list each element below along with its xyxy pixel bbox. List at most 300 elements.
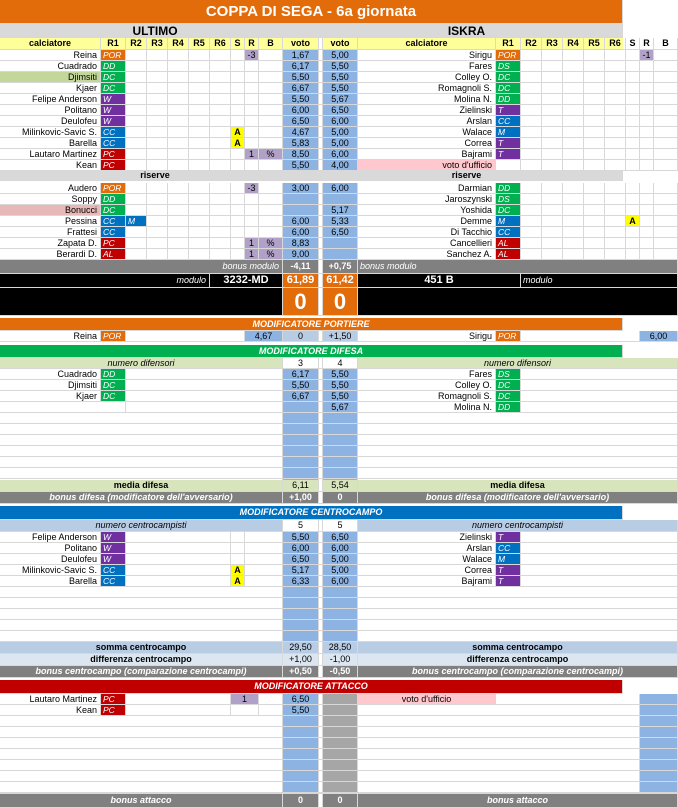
media-label-text: media difesa bbox=[113, 480, 169, 490]
player-name-text: Arslan bbox=[466, 115, 492, 126]
vote-text: 5,17 bbox=[331, 204, 349, 215]
player-name-text: Correa bbox=[464, 564, 492, 575]
col-r3-text: R3 bbox=[546, 38, 558, 48]
player-name-text: Sirigu bbox=[468, 330, 492, 341]
col-vote-text: voto bbox=[330, 38, 350, 48]
cc-count-label bbox=[358, 520, 678, 532]
r3 bbox=[147, 183, 168, 194]
vote bbox=[323, 565, 358, 576]
vote bbox=[323, 446, 358, 457]
vote bbox=[323, 116, 358, 127]
vote-text: 5,50 bbox=[331, 71, 349, 82]
attacco-row bbox=[0, 705, 623, 716]
card-s bbox=[231, 532, 245, 543]
r4 bbox=[168, 149, 189, 160]
col-r4 bbox=[168, 38, 189, 50]
reserve-row bbox=[0, 227, 623, 238]
r6 bbox=[210, 216, 231, 227]
blank bbox=[259, 705, 283, 716]
blank bbox=[496, 694, 640, 705]
vote bbox=[283, 238, 319, 249]
vote bbox=[283, 749, 319, 760]
bonus-b bbox=[259, 83, 283, 94]
bonus-r bbox=[640, 149, 654, 160]
role-badge-text: W bbox=[103, 93, 112, 104]
player-name bbox=[358, 694, 496, 705]
difesa-row bbox=[0, 380, 623, 391]
r6 bbox=[605, 116, 626, 127]
role-badge bbox=[101, 576, 126, 587]
vote bbox=[640, 331, 678, 342]
r6 bbox=[210, 149, 231, 160]
bonus-b bbox=[654, 183, 678, 194]
player-name-text: Frattesi bbox=[66, 226, 97, 237]
r3 bbox=[542, 127, 563, 138]
vote bbox=[323, 694, 358, 705]
vote-text: 6,00 bbox=[331, 182, 349, 193]
player-name-text: Bonucci bbox=[64, 204, 97, 215]
vote bbox=[283, 598, 319, 609]
blank bbox=[245, 576, 283, 587]
filler-row bbox=[0, 413, 623, 424]
r6 bbox=[210, 238, 231, 249]
count-away-text: 5 bbox=[337, 520, 343, 530]
diff-label-text: differenza centrocampo bbox=[90, 654, 192, 664]
col-b-text: B bbox=[267, 38, 274, 48]
r4 bbox=[168, 105, 189, 116]
diff-home-text: +1,00 bbox=[289, 654, 312, 664]
card-s bbox=[626, 138, 640, 149]
player-name-text: Lautaro Martinez bbox=[29, 148, 97, 159]
vote-text: 6,00 bbox=[331, 575, 349, 586]
reserves-label bbox=[311, 171, 623, 181]
diff-away-text: -1,00 bbox=[329, 654, 351, 664]
col-r6-text: R6 bbox=[609, 38, 621, 48]
blank bbox=[0, 457, 283, 468]
reserves-label-text: riserve bbox=[451, 170, 482, 180]
blank bbox=[245, 532, 283, 543]
r4 bbox=[563, 227, 584, 238]
score-row bbox=[0, 288, 623, 316]
r4 bbox=[563, 50, 584, 61]
card-s-text: A bbox=[234, 564, 241, 575]
blank bbox=[245, 543, 283, 554]
player-name bbox=[0, 83, 101, 94]
vote bbox=[283, 391, 319, 402]
role-2 bbox=[126, 83, 147, 94]
role-badge-text: POR bbox=[498, 49, 517, 60]
portiere-title bbox=[0, 318, 623, 331]
vote-text: 5,67 bbox=[331, 93, 349, 104]
somma-row bbox=[0, 642, 623, 654]
bonus-modulo-away-text: +0,75 bbox=[328, 261, 352, 271]
bonus-label bbox=[0, 666, 283, 678]
vote bbox=[283, 149, 319, 160]
vote bbox=[640, 749, 678, 760]
role-badge bbox=[496, 532, 521, 543]
vote bbox=[323, 727, 358, 738]
card-s bbox=[231, 554, 245, 565]
difesa-title bbox=[0, 345, 623, 358]
column-header bbox=[0, 38, 669, 50]
vote bbox=[323, 782, 358, 793]
bonus-r bbox=[245, 227, 259, 238]
col-r1-text: R1 bbox=[502, 38, 514, 48]
col-player bbox=[0, 38, 101, 50]
role-badge bbox=[101, 694, 126, 705]
filler-row bbox=[0, 587, 623, 598]
r6 bbox=[605, 160, 626, 171]
vote bbox=[323, 127, 358, 138]
role-2 bbox=[521, 94, 542, 105]
role-badge-text: DD bbox=[498, 93, 511, 104]
mod-away bbox=[323, 331, 358, 342]
role-badge-text: CC bbox=[498, 542, 511, 553]
bonus-home bbox=[283, 794, 319, 808]
r5 bbox=[189, 149, 210, 160]
col-vote bbox=[283, 38, 319, 50]
media-home bbox=[283, 480, 319, 492]
player-name-text: Felipe Anderson bbox=[31, 531, 97, 542]
player-name bbox=[0, 705, 101, 716]
card-s bbox=[231, 238, 245, 249]
vote bbox=[283, 413, 319, 424]
col-r2-text: R2 bbox=[525, 38, 537, 48]
r4 bbox=[563, 149, 584, 160]
vote bbox=[283, 716, 319, 727]
player-name-text: Lautaro Martinez bbox=[29, 693, 97, 704]
player-name bbox=[0, 227, 101, 238]
bonus-r bbox=[640, 83, 654, 94]
attacco-row bbox=[0, 694, 623, 705]
difesa-header bbox=[0, 345, 623, 358]
vote bbox=[283, 446, 319, 457]
role-2 bbox=[521, 105, 542, 116]
bonus-b bbox=[259, 94, 283, 105]
vote bbox=[323, 413, 358, 424]
bonus-r bbox=[640, 249, 654, 260]
modulo-label-text: modulo bbox=[523, 275, 553, 285]
vote bbox=[283, 760, 319, 771]
player-name-text: Yoshida bbox=[460, 204, 492, 215]
player-name-text: Demme bbox=[460, 215, 492, 226]
vote bbox=[323, 457, 358, 468]
r3 bbox=[542, 216, 563, 227]
bonus-b bbox=[654, 160, 678, 171]
player-name-text: Walace bbox=[462, 553, 492, 564]
role-2 bbox=[521, 205, 542, 216]
role-2 bbox=[521, 116, 542, 127]
filler-row bbox=[0, 446, 623, 457]
reserve-row bbox=[0, 194, 623, 205]
filler-row bbox=[0, 457, 623, 468]
role-badge bbox=[101, 565, 126, 576]
card-s-text: A bbox=[234, 575, 241, 586]
col-r bbox=[640, 38, 654, 50]
centrocampo-header bbox=[0, 506, 623, 520]
r6 bbox=[605, 105, 626, 116]
card-s bbox=[231, 149, 245, 160]
vote bbox=[640, 727, 678, 738]
col-r1-text: R1 bbox=[107, 38, 119, 48]
filler-row bbox=[0, 716, 623, 727]
score-away-text: 0 bbox=[333, 288, 347, 314]
vote bbox=[323, 543, 358, 554]
role-badge bbox=[101, 380, 126, 391]
filler-row bbox=[0, 771, 623, 782]
filler-row bbox=[0, 727, 623, 738]
starter-row bbox=[0, 72, 623, 83]
role-2 bbox=[521, 249, 542, 260]
bonus-home-text: 0 bbox=[297, 795, 303, 805]
col-b-text: B bbox=[662, 38, 669, 48]
blank bbox=[0, 402, 126, 413]
col-r6 bbox=[605, 38, 626, 50]
role-badge bbox=[101, 72, 126, 83]
bonus-r bbox=[245, 94, 259, 105]
vote bbox=[323, 194, 358, 205]
r6 bbox=[210, 116, 231, 127]
role-badge bbox=[496, 61, 521, 72]
role-badge bbox=[101, 216, 126, 227]
vote bbox=[283, 554, 319, 565]
starter-row bbox=[0, 116, 623, 127]
starter-row bbox=[0, 105, 623, 116]
player-name bbox=[358, 127, 496, 138]
role-badge-text: T bbox=[498, 137, 504, 148]
bonus-b bbox=[654, 227, 678, 238]
card-s bbox=[231, 127, 245, 138]
bonus-r bbox=[640, 105, 654, 116]
r3 bbox=[147, 83, 168, 94]
vote bbox=[323, 716, 358, 727]
player-name bbox=[358, 369, 496, 380]
vote-text: 5,17 bbox=[291, 564, 310, 575]
player-name-text: Sanchez A. bbox=[446, 248, 492, 259]
blank bbox=[358, 631, 678, 642]
vote bbox=[283, 587, 319, 598]
role-badge-text: T bbox=[498, 575, 504, 586]
role-badge bbox=[496, 543, 521, 554]
bonus-away bbox=[323, 492, 358, 504]
starter-row bbox=[0, 83, 623, 94]
role-badge bbox=[496, 402, 521, 413]
role-badge-text: CC bbox=[498, 115, 511, 126]
bonus-b bbox=[654, 127, 678, 138]
bonus-r-text: -3 bbox=[247, 182, 256, 193]
bonus-r bbox=[245, 205, 259, 216]
player-name-text: Kjaer bbox=[75, 390, 97, 401]
r4 bbox=[168, 50, 189, 61]
vote-text: 6,50 bbox=[291, 553, 310, 564]
vote-text: 5,50 bbox=[331, 60, 349, 71]
col-r3 bbox=[542, 38, 563, 50]
vote-text: 8,83 bbox=[291, 237, 310, 248]
r6 bbox=[605, 216, 626, 227]
col-r-text: R bbox=[248, 38, 255, 48]
reserve-row bbox=[0, 183, 623, 194]
reserve-row bbox=[0, 205, 623, 216]
bonus-r bbox=[245, 72, 259, 83]
bonus-modulo-away bbox=[323, 260, 358, 274]
role-badge bbox=[496, 72, 521, 83]
diff-label bbox=[0, 654, 283, 666]
r3 bbox=[542, 138, 563, 149]
blank bbox=[259, 694, 283, 705]
player-name-text: Politano bbox=[64, 104, 97, 115]
role-2 bbox=[521, 138, 542, 149]
count-home bbox=[283, 520, 319, 532]
role-2 bbox=[126, 72, 147, 83]
player-name bbox=[0, 216, 101, 227]
media-label bbox=[0, 480, 283, 492]
vote bbox=[283, 380, 319, 391]
role-badge-text: DC bbox=[498, 379, 511, 390]
player-name-text: Romagnoli S. bbox=[437, 82, 492, 93]
team-row bbox=[0, 24, 623, 38]
role-badge-text: T bbox=[498, 104, 504, 115]
blank bbox=[0, 716, 283, 727]
col-r5-text: R5 bbox=[588, 38, 600, 48]
player-name bbox=[0, 127, 101, 138]
role-2 bbox=[521, 72, 542, 83]
role-badge-text: AL bbox=[498, 237, 509, 248]
player-name-text: Zielinski bbox=[459, 531, 492, 542]
r5 bbox=[584, 205, 605, 216]
col-r-text: R bbox=[643, 38, 650, 48]
vote bbox=[283, 50, 319, 61]
blank bbox=[126, 380, 283, 391]
filler-row bbox=[0, 631, 623, 642]
blank bbox=[358, 457, 678, 468]
role-2 bbox=[126, 127, 147, 138]
r6 bbox=[210, 138, 231, 149]
bonus-label bbox=[358, 492, 678, 504]
vote bbox=[640, 771, 678, 782]
vote bbox=[640, 716, 678, 727]
role-badge bbox=[101, 532, 126, 543]
vote bbox=[323, 738, 358, 749]
card-s bbox=[626, 194, 640, 205]
role-badge bbox=[496, 138, 521, 149]
role-badge-text: T bbox=[498, 531, 504, 542]
role-badge-text: PC bbox=[103, 693, 115, 704]
player-name bbox=[0, 183, 101, 194]
vote-text: 5,83 bbox=[291, 137, 310, 148]
blank bbox=[358, 620, 678, 631]
vote bbox=[283, 565, 319, 576]
player-name bbox=[0, 543, 101, 554]
player-name-text: voto d'ufficio bbox=[401, 693, 452, 704]
vote bbox=[323, 149, 358, 160]
cc-count-label-text: numero centrocampisti bbox=[471, 520, 564, 530]
media-home-text: 6,11 bbox=[292, 480, 309, 490]
vote bbox=[283, 138, 319, 149]
player-name-text: Zapata D. bbox=[57, 237, 97, 248]
role-badge bbox=[101, 194, 126, 205]
player-name-text: Molina N. bbox=[453, 93, 492, 104]
player-name-text: Arslan bbox=[466, 542, 492, 553]
blank bbox=[358, 435, 678, 446]
vote-text: 9,00 bbox=[291, 248, 310, 259]
player-name bbox=[358, 532, 496, 543]
player-name-text: Molina N. bbox=[453, 401, 492, 412]
r4 bbox=[563, 83, 584, 94]
role-badge-text: DC bbox=[103, 390, 116, 401]
vote-text: 5,00 bbox=[331, 553, 349, 564]
r3 bbox=[542, 238, 563, 249]
vote bbox=[283, 227, 319, 238]
page-title bbox=[0, 0, 623, 24]
role-badge-text: AL bbox=[103, 248, 114, 259]
r5 bbox=[584, 238, 605, 249]
somma-away bbox=[323, 642, 358, 654]
team-home-text: ULTIMO bbox=[132, 23, 178, 38]
r4 bbox=[563, 194, 584, 205]
difesa-count-label bbox=[0, 358, 283, 369]
vote bbox=[283, 61, 319, 72]
somma-label bbox=[358, 642, 678, 654]
role-badge bbox=[101, 554, 126, 565]
vote bbox=[323, 631, 358, 642]
r6 bbox=[605, 83, 626, 94]
blank bbox=[0, 446, 283, 457]
title-bar bbox=[0, 0, 623, 24]
player-name bbox=[358, 402, 496, 413]
vote-text: 5,00 bbox=[331, 137, 349, 148]
vote bbox=[283, 543, 319, 554]
r3 bbox=[542, 61, 563, 72]
r5 bbox=[189, 127, 210, 138]
card-s bbox=[231, 565, 245, 576]
count-away-text: 4 bbox=[337, 357, 343, 368]
card-s bbox=[231, 105, 245, 116]
modulo-home bbox=[210, 274, 283, 288]
player-name bbox=[0, 249, 101, 260]
player-name bbox=[358, 194, 496, 205]
role-badge-text: T bbox=[498, 148, 504, 159]
r6 bbox=[605, 249, 626, 260]
blank bbox=[358, 771, 640, 782]
player-name-text: Barella bbox=[68, 137, 97, 148]
bonus-difesa-row bbox=[0, 492, 623, 504]
card-s-text: A bbox=[629, 215, 636, 226]
blank bbox=[358, 738, 640, 749]
r5 bbox=[584, 227, 605, 238]
role-2 bbox=[521, 83, 542, 94]
r5 bbox=[189, 116, 210, 127]
somma-home bbox=[283, 642, 319, 654]
blank bbox=[0, 598, 283, 609]
role-badge-text: DS bbox=[498, 60, 510, 71]
blank bbox=[126, 369, 283, 380]
r5 bbox=[584, 249, 605, 260]
role-badge bbox=[496, 105, 521, 116]
centrocampo-title-text: MODIFICATORE CENTROCAMPO bbox=[239, 507, 383, 517]
vote bbox=[283, 183, 319, 194]
vote-text: 5,50 bbox=[331, 368, 349, 379]
card-s bbox=[626, 249, 640, 260]
bonus-b bbox=[654, 238, 678, 249]
bonus-home bbox=[283, 492, 319, 504]
vote bbox=[323, 72, 358, 83]
card-s bbox=[231, 205, 245, 216]
vote-text: 5,50 bbox=[331, 379, 349, 390]
r4 bbox=[168, 238, 189, 249]
card-s bbox=[626, 160, 640, 171]
vote bbox=[323, 105, 358, 116]
card-s bbox=[231, 50, 245, 61]
